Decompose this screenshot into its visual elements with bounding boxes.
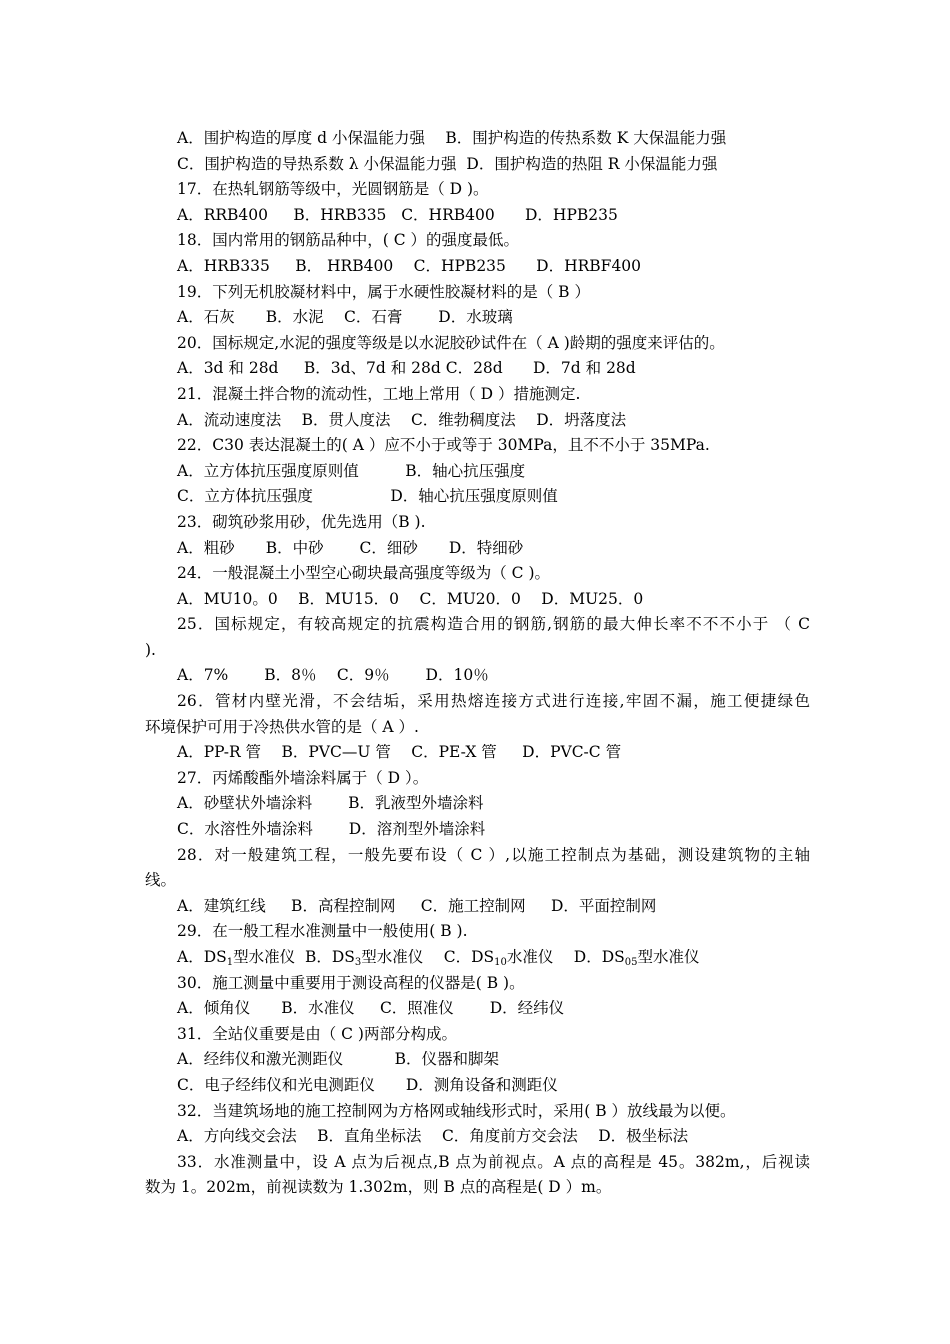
question-20: 20．国标规定,水泥的强度等级是以水泥胶砂试件在（ A )龄期的强度来评估的。 (177, 333, 725, 352)
option-tail-text: 型水准仪 (637, 948, 700, 966)
question-29: 29．在一般工程水准测量中一般使用( B ). (177, 922, 468, 941)
option-line: A．7% B．8％ C．9％ D．10％ (177, 666, 489, 685)
option-line: C．立方体抗压强度 D．轴心抗压强度原则值 (177, 487, 558, 506)
option-a-text: A．DS (177, 948, 227, 966)
option-line: A．3d 和 28d B．3d、7d 和 28d C．28d D．7d 和 28d (177, 359, 636, 378)
question-18: 18．国内常用的钢筋品种中，( C ）的强度最低。 (177, 231, 519, 250)
option-line: A．倾角仪 B．水准仪 C．照准仪 D．经纬仪 (177, 999, 565, 1018)
option-c-text: 型水准仪 C．DS (361, 948, 495, 966)
question-22: 22．C30 表达混凝土的( A ）应不小于或等于 30MPa，且不不小于 35MPa. (177, 436, 710, 455)
subscript: 1 (226, 957, 234, 968)
option-line: A．经纬仪和激光测距仪 B．仪器和脚架 (177, 1050, 500, 1069)
exam-question-list (145, 126, 810, 1201)
option-line: A．围护构造的厚度 d 小保温能力强 B．围护构造的传热系数 K 大保温能力强 (177, 129, 727, 147)
subscript: 10 (494, 957, 507, 968)
question-30: 30．施工测量中重要用于测设高程的仪器是( B )。 (177, 973, 525, 992)
question-31: 31．全站仪重要是由（ C )两部分构成。 (177, 1024, 457, 1043)
option-line: A．HRB335 B． HRB400 C．HPB235 D．HRBF400 (177, 256, 642, 275)
subscript: 05 (624, 957, 638, 968)
option-line: A．流动速度法 B．贯人度法 C．维勃稠度法 D．坍落度法 (177, 410, 627, 429)
option-line: A．PP-R 管 B．PVC—U 管 C．PE-X 管 D．PVC-C 管 (177, 743, 622, 762)
option-line: A．粗砂 B．中砂 C．细砂 D．特细砂 (177, 538, 524, 557)
option-line-subscripts (145, 945, 810, 971)
question-33-continuation: 数为 1。202m，前视读数为 1.302m，则 B 点的高程是( D ）m。 (145, 1178, 612, 1197)
question-28: 28．对一般建筑工程，一般先要布设（ C ）,以施工控制点为基础，测设建筑物的主轴 (177, 845, 810, 864)
question-19: 19．下列无机胶凝材料中，属于水硬性胶凝材料的是（ B ） (177, 282, 590, 301)
question-23: 23．砌筑砂浆用砂，优先选用（B ). (177, 512, 426, 531)
option-d-text: 水准仪 D．DS (506, 948, 625, 966)
question-27: 27．丙烯酸酯外墙涂料属于（ D ）。 (177, 768, 429, 787)
question-32: 32．当建筑场地的施工控制网为方格网或轴线形式时，采用( B ）放线最为以便。 (177, 1101, 736, 1120)
question-25-continuation: ). (145, 640, 156, 659)
question-21: 21．混凝土拌合物的流动性，工地上常用（ D ）措施测定. (177, 384, 581, 403)
question-33: 33．水准测量中，设 A 点为后视点,B 点为前视点。A 点的高程是 45。382m,，后视读 (177, 1152, 810, 1171)
option-line: A．立方体抗压强度原则值 B．轴心抗压强度 (177, 461, 526, 480)
option-line: A．建筑红线 B．高程控制网 C．施工控制网 D．平面控制网 (177, 896, 657, 915)
option-line: C．围护构造的导热系数 λ 小保温能力强 D．围护构造的热阻 R 小保温能力强 (177, 154, 718, 173)
question-24: 24．一般混凝土小型空心砌块最高强度等级为（ C )。 (177, 564, 550, 583)
option-line: C．电子经纬仪和光电测距仪 D．测角设备和测距仪 (177, 1075, 558, 1094)
option-b-text: 型水准仪 B．DS (233, 948, 355, 966)
question-26: 26．管材内壁光滑，不会结垢，采用热熔连接方式进行连接,牢固不漏，施工便捷绿色 (177, 692, 810, 711)
option-line: A．MU10。0 B．MU15．0 C．MU20．0 D．MU25．0 (177, 589, 644, 608)
option-line: A．砂壁状外墙涂料 B．乳液型外墙涂料 (177, 794, 484, 813)
option-line: A．RRB400 B．HRB335 C．HRB400 D．HPB235 (177, 205, 618, 224)
question-26-continuation: 环境保护可用于冷热供水管的是（ A ）. (145, 717, 419, 736)
question-28-continuation: 线。 (145, 871, 177, 890)
option-line: A．方向线交会法 B．直角坐标法 C．角度前方交会法 D．极坐标法 (177, 1127, 689, 1146)
option-line: C．水溶性外墙涂料 D．溶剂型外墙涂料 (177, 820, 486, 839)
subscript: 3 (354, 957, 362, 968)
option-line: A．石灰 B．水泥 C．石膏 D．水玻璃 (177, 308, 513, 327)
question-25: 25．国标规定，有较高规定的抗震构造合用的钢筋,钢筋的最大伸长率不不不小于 （ C (177, 615, 810, 634)
question-17: 17．在热轧钢筋等级中，光圆钢筋是（ D )。 (177, 180, 489, 199)
